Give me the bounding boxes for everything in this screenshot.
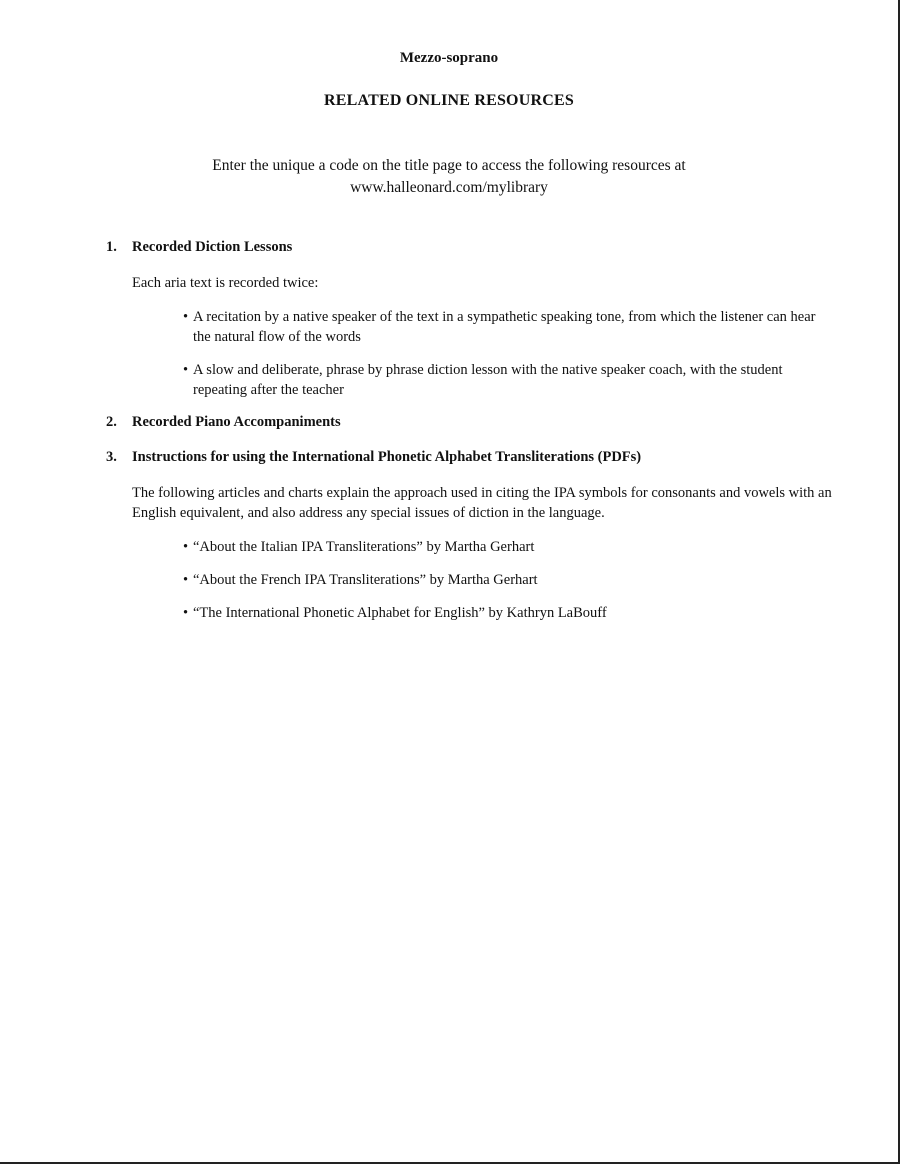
- bullet-marker: •: [183, 605, 189, 621]
- intro-line-1: Enter the unique a code on the title page to access the following resources at: [212, 157, 686, 174]
- voice-type-title: Mezzo-soprano: [399, 50, 499, 66]
- section-1-heading: Recorded Diction Lessons: [132, 239, 293, 255]
- section-3-bullet-3: [183, 603, 833, 623]
- intro-paragraph: [0, 155, 898, 199]
- bullet-text: A slow and deliberate, phrase by phrase diction lesson with the native speaker coach, with the student repeating after the teacher: [193, 362, 783, 398]
- bullet-marker: •: [183, 362, 189, 378]
- bullet-marker: •: [183, 309, 189, 325]
- section-2-title: [106, 414, 341, 431]
- section-3-text: The following articles and charts explain the approach used in citing the IPA symbols for consonants and vowels with an English equivalent, and also address any special issues of diction in the language.: [132, 485, 832, 521]
- bullet-marker: •: [183, 572, 189, 588]
- section-1-number: 1.: [106, 239, 117, 255]
- intro-url: www.halleonard.com/mylibrary: [350, 179, 548, 196]
- page-heading: RELATED ONLINE RESOURCES: [324, 92, 574, 109]
- bullet-marker: •: [183, 539, 189, 555]
- section-1-bullet-2: [183, 360, 833, 400]
- section-2-number: 2.: [106, 414, 117, 430]
- section-3-title: [106, 449, 641, 466]
- section-2-heading: Recorded Piano Accompaniments: [132, 414, 341, 430]
- bullet-text: “The International Phonetic Alphabet for English” by Kathryn LaBouff: [193, 605, 607, 621]
- section-1-text: Each aria text is recorded twice:: [132, 275, 319, 291]
- section-1-title: [106, 239, 292, 256]
- section-3-bullet-2: [183, 570, 833, 590]
- section-3-number: 3.: [106, 449, 117, 465]
- bullet-text: “About the Italian IPA Transliterations” by Martha Gerhart: [193, 539, 535, 555]
- section-1-bullet-1: [183, 307, 833, 347]
- section-3-heading: Instructions for using the International Phonetic Alphabet Transliterations (PDFs): [132, 449, 642, 465]
- section-3-bullet-1: [183, 537, 833, 557]
- bullet-text: A recitation by a native speaker of the text in a sympathetic speaking tone, from which the listener can hear the natural flow of the words: [193, 309, 816, 345]
- bullet-text: “About the French IPA Transliterations” by Martha Gerhart: [193, 572, 538, 588]
